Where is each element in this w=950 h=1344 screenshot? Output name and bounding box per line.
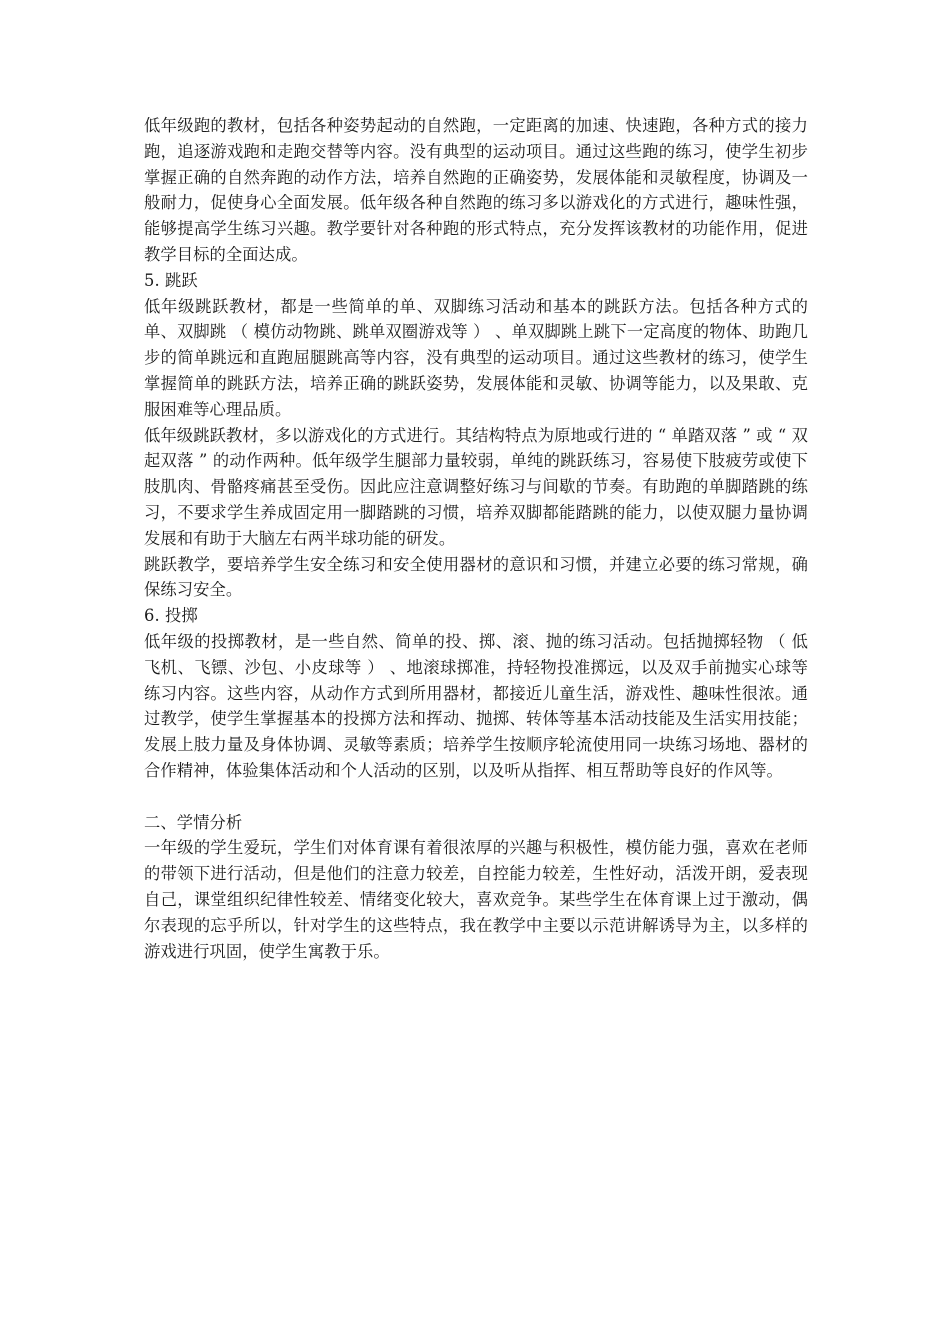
jump-paragraph-1: 低年级跳跃教材，都是一些简单的单、双脚练习活动和基本的跳跃方法。包括各种方式的单、双脚跳 （ 模仿动物跳、跳单双圈游戏等 ） 、单双脚跳上跳下一定高度的物体、助跑几步的简单跳远和直跑屈腿跳高等内容，没有典型的运动项目。通过这些教材的练习，使学生掌握简单的跳跃方法，培养正确的跳跃姿势，发展体能和灵敏、协调等能力，以及果敢、克服困难等心理品质。: [144, 296, 808, 419]
analysis-paragraph: 一年级的学生爱玩，学生们对体育课有着很浓厚的兴趣与积极性，模仿能力强，喜欢在老师的带领下进行活动，但是他们的注意力较差，自控能力较差，生性好动，活泼开朗，爱表现自己，课堂组织纪律性较差、情绪变化较大，喜欢竞争。某些学生在体育课上过于激动，偶尔表现的忘乎所以，针对学生的这些特点，我在教学中主要以示范讲解诱导为主，以多样的游戏进行巩固，使学生寓教于乐。: [144, 838, 808, 961]
jump-heading: 5. 跳跃: [144, 270, 198, 290]
throw-heading: 6. 投掷: [144, 606, 198, 626]
blank-line: [144, 784, 808, 810]
jump-paragraph-2: 低年级跳跃教材，多以游戏化的方式进行。其结构特点为原地或行进的 “ 单踏双落 ” 或 “ 双起双落 ” 的动作两种。低年级学生腿部力量较弱，单纯的跳跃练习，容易使下肢疲劳或使下肢肌肉、骨骼疼痛甚至受伤。因此应注意调整好练习与间歇的节奏。有助跑的单脚踏跳的练习，不要求学生养成固定用一脚踏跳的习惯，培养双脚都能踏跳的能力，以使双腿力量协调发展和有助于大脑左右两半球功能的研发。: [144, 425, 808, 548]
run-paragraph: 低年级跑的教材，包括各种姿势起动的自然跑，一定距离的加速、快速跑，各种方式的接力跑，追逐游戏跑和走跑交替等内容。没有典型的运动项目。通过这些跑的练习，使学生初步掌握正确的自然奔跑的动作方法，培养自然跑的正确姿势，发展体能和灵敏程度，协调及一般耐力，促使身心全面发展。低年级各种自然跑的练习多以游戏化的方式进行，趣味性强，能够提高学生练习兴趣。教学要针对各种跑的形式特点，充分发挥该教材的功能作用，促进教学目标的全面达成。: [144, 116, 808, 264]
jump-paragraph-3: 跳跃教学，要培养学生安全练习和安全使用器材的意识和习惯，并建立必要的练习常规，确保练习安全。: [144, 554, 808, 600]
document-body: [144, 113, 808, 964]
throw-paragraph: 低年级的投掷教材，是一些自然、简单的投、掷、滚、抛的练习活动。包括抛掷轻物 （ 低飞机、飞镖、沙包、小皮球等 ） 、地滚球掷准，持轻物投准掷远，以及双手前抛实心球等练习内容。这些内容，从动作方式到所用器材，都接近儿童生活，游戏性、趣味性很浓。通过教学，使学生掌握基本的投掷方法和挥动、抛掷、转体等基本活动技能及生活实用技能；发展上肢力量及身体协调、灵敏等素质；培养学生按顺序轮流使用同一块练习场地、器材的合作精神，体验集体活动和个人活动的区别，以及听从指挥、相互帮助等良好的作风等。: [144, 631, 808, 780]
analysis-heading: 二、学情分析: [144, 812, 243, 832]
